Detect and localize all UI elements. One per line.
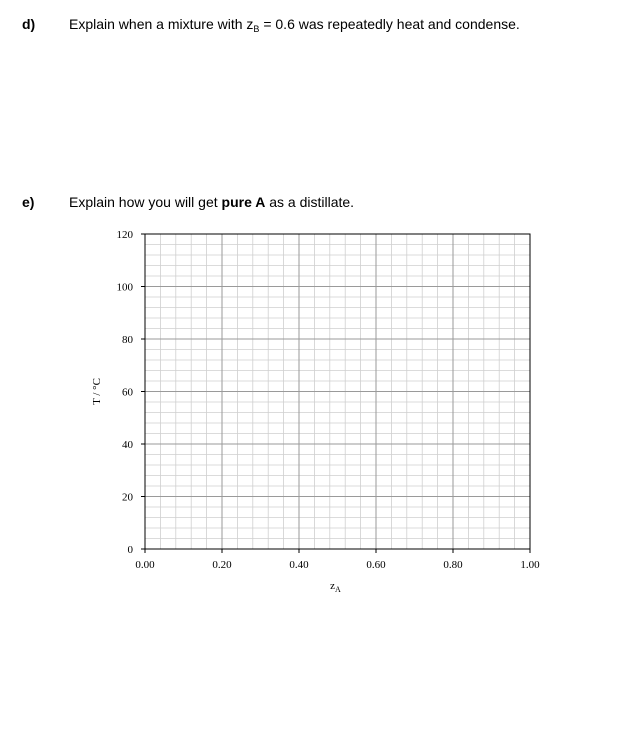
y-tick-label: 20 — [122, 491, 133, 504]
y-tick-label: 100 — [116, 281, 133, 294]
y-tick-label: 60 — [122, 386, 133, 399]
question-d-label: d) — [22, 16, 36, 32]
question-e-text-end: as a distillate. — [265, 194, 355, 210]
question-e-bold-text: pure A — [221, 194, 266, 210]
question-e-label: e) — [22, 194, 35, 210]
question-d-text-start: Explain when a mixture with z — [69, 16, 254, 32]
x-axis-label — [330, 580, 341, 594]
x-tick-label: 0.80 — [443, 559, 463, 571]
x-tick-label: 0.40 — [289, 559, 309, 571]
question-e-text-start: Explain how you will get — [69, 194, 222, 210]
y-tick-label: 0 — [127, 544, 133, 556]
x-tick-label: 1.00 — [520, 559, 540, 571]
y-tick-label: 80 — [122, 334, 133, 346]
x-tick-label: 0.00 — [135, 559, 155, 571]
y-axis-label: T / °C — [91, 378, 103, 405]
x-tick-label: 0.20 — [212, 559, 232, 571]
question-d-text-end: = 0.6 was repeatedly heat and condense. — [259, 16, 520, 32]
x-tick-label: 0.60 — [366, 559, 386, 571]
graph-tick-labels — [117, 229, 541, 571]
x-axis-label-main: z — [330, 580, 336, 592]
y-tick-label: 40 — [122, 439, 133, 451]
y-tick-label: 120 — [116, 229, 133, 241]
graph-ticks — [141, 234, 530, 553]
x-axis-label-subscript: A — [335, 585, 341, 594]
question-d-subscript: B — [253, 24, 260, 34]
graph-major-grid — [145, 234, 530, 549]
